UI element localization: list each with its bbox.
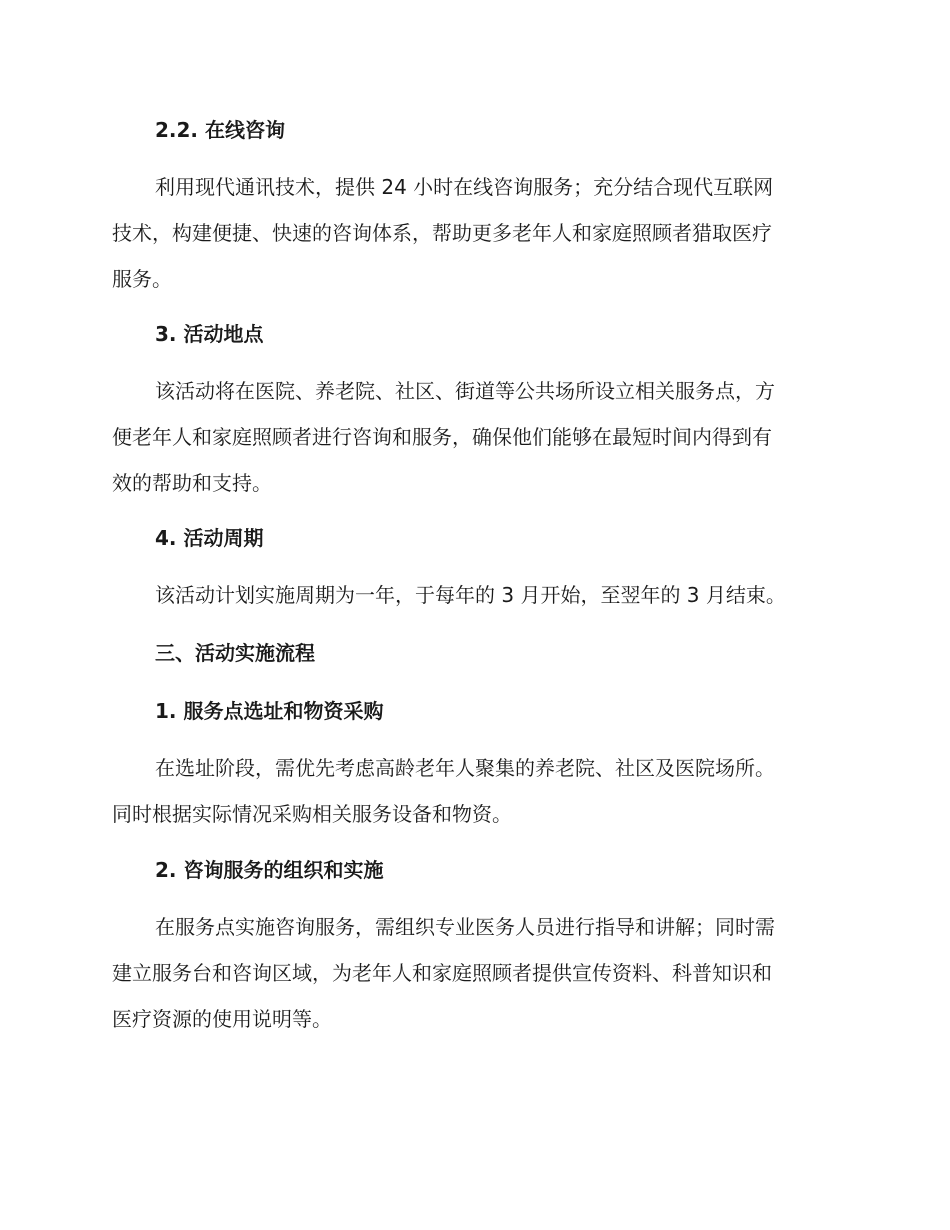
paragraph-activity-period <box>112 572 836 618</box>
paragraph-site-selection <box>112 745 836 837</box>
section-heading-activity-period: 4. 活动周期 <box>155 526 264 550</box>
section-heading-online-consultation: 2.2. 在线咨询 <box>155 118 285 142</box>
paragraph-line: 便老年人和家庭照顾者进行咨询和服务，确保他们能够在最短时间内得到有 <box>112 425 772 449</box>
paragraph-consultation-service <box>112 904 836 1042</box>
paragraph-line: 该活动计划实施周期为一年，于每年的 3 月开始，至翌年的 3 月结束。 <box>155 583 786 607</box>
paragraph-line: 该活动将在医院、养老院、社区、街道等公共场所设立相关服务点，方 <box>155 379 775 403</box>
paragraph-line: 技术，构建便捷、快速的咨询体系，帮助更多老年人和家庭照顾者猎取医疗 <box>112 221 772 245</box>
paragraph-line: 在选址阶段，需优先考虑高龄老年人聚集的养老院、社区及医院场所。 <box>155 756 775 780</box>
paragraph-line: 在服务点实施咨询服务，需组织专业医务人员进行指导和讲解；同时需 <box>155 915 775 939</box>
section-heading-activity-location: 3. 活动地点 <box>155 322 264 346</box>
section-heading-site-selection: 1. 服务点选址和物资采购 <box>155 699 384 723</box>
paragraph-line: 利用现代通讯技术，提供 24 小时在线咨询服务；充分结合现代互联网 <box>155 175 774 199</box>
paragraph-line: 效的帮助和支持。 <box>112 471 272 495</box>
chapter-heading-implementation-process: 三、活动实施流程 <box>155 641 315 665</box>
paragraph-line: 服务。 <box>112 267 172 291</box>
paragraph-line: 同时根据实际情况采购相关服务设备和物资。 <box>112 802 512 826</box>
paragraph-line: 建立服务台和咨询区域，为老年人和家庭照顾者提供宣传资料、科普知识和 <box>112 961 772 985</box>
paragraph-online-consultation <box>112 164 836 302</box>
paragraph-line: 医疗资源的使用说明等。 <box>112 1007 332 1031</box>
section-heading-consultation-service: 2. 咨询服务的组织和实施 <box>155 858 384 882</box>
paragraph-activity-location <box>112 368 836 506</box>
